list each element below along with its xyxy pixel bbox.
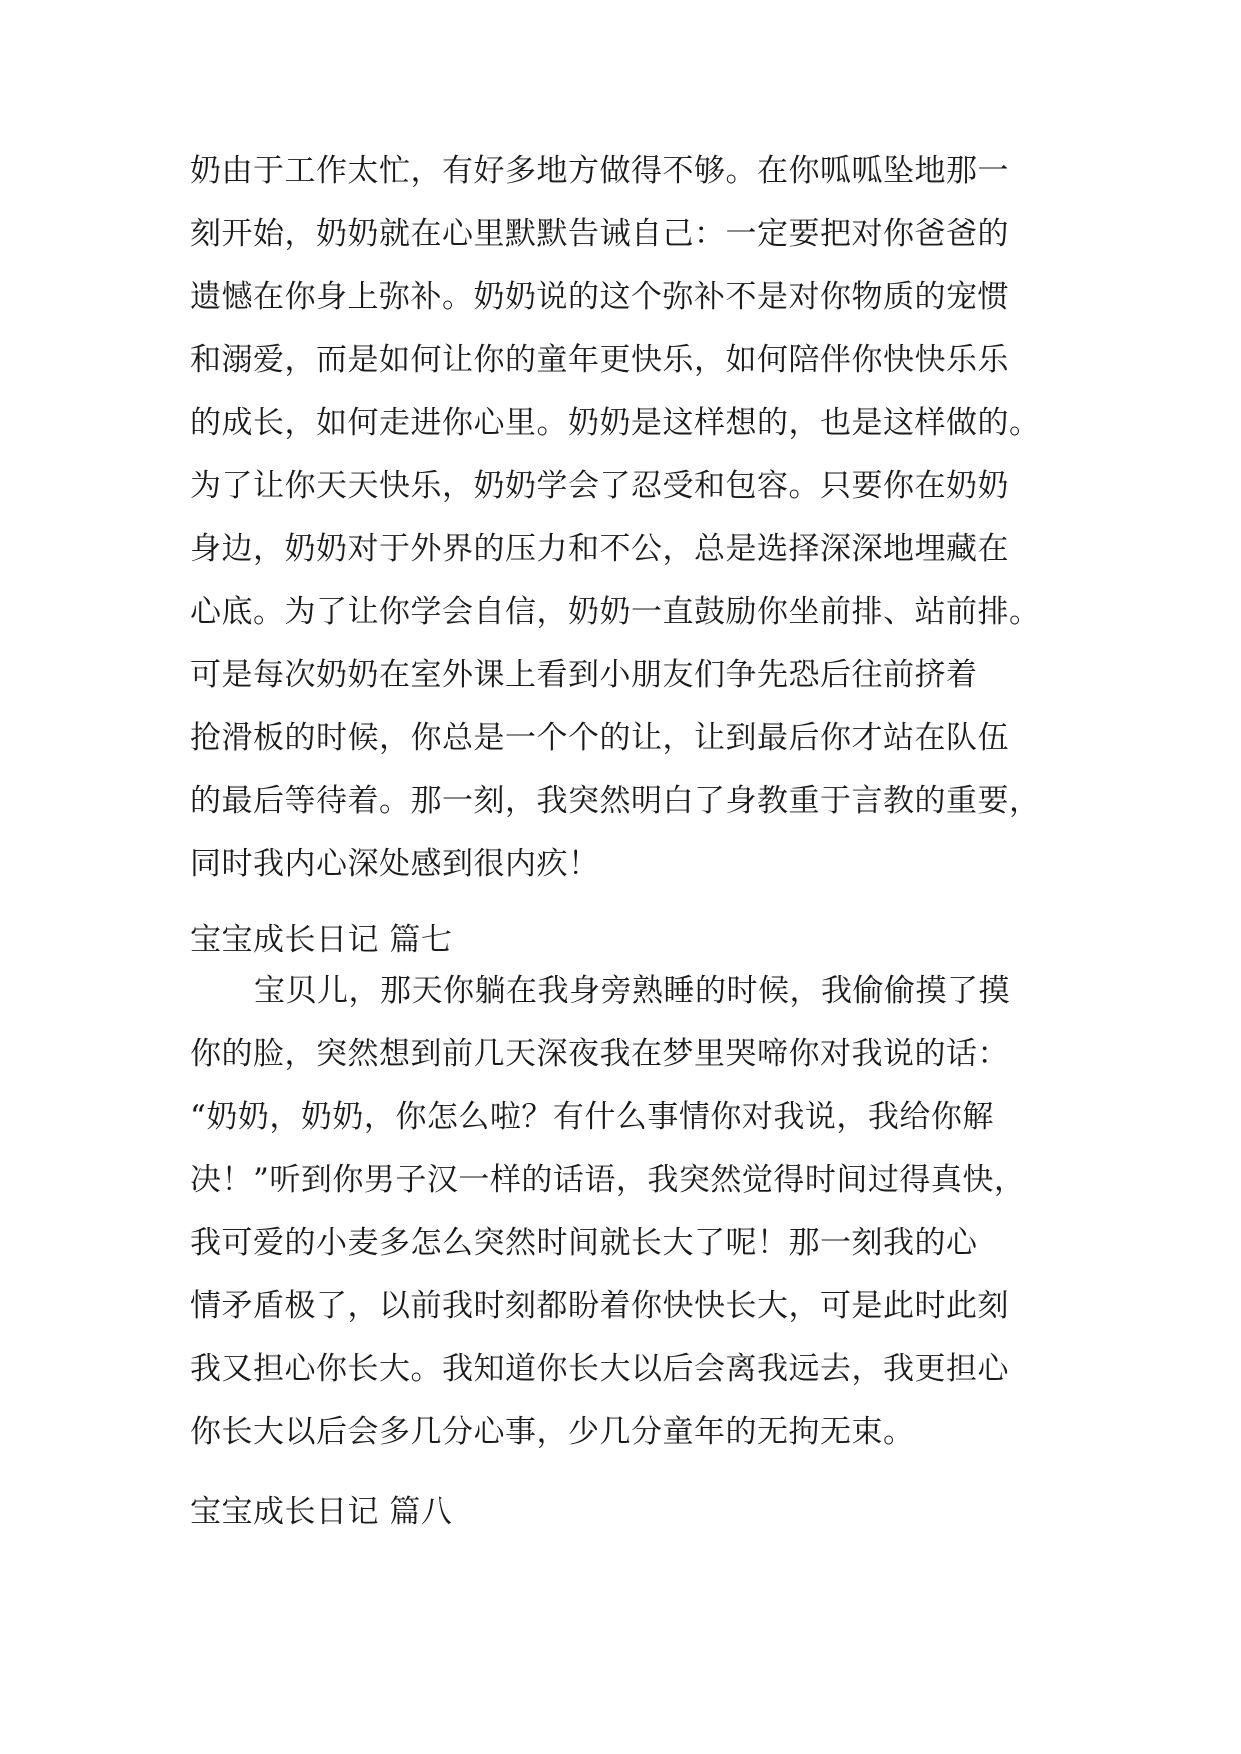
paragraph-line: 奶由于工作太忙，有好多地方做得不够。在你呱呱坠地那一: [190, 153, 1009, 189]
continued-paragraph: [190, 140, 1070, 896]
section-heading-7: 宝宝成长日记 篇七: [190, 922, 453, 958]
paragraph-line: 我可爱的小麦多怎么突然时间就长大了呢！那一刻我的心: [190, 1225, 978, 1261]
paragraph-line: 我又担心你长大。我知道你长大以后会离我远去，我更担心: [190, 1351, 1009, 1387]
paragraph-line: 同时我内心深处感到很内疚！: [190, 846, 600, 882]
paragraph-line: 的最后等待着。那一刻，我突然明白了身教重于言教的重要，: [190, 783, 1041, 819]
diary-paragraph-7: [190, 960, 1070, 1464]
paragraph-line: 你长大以后会多几分心事，少几分童年的无拘无束。: [190, 1414, 915, 1450]
paragraph-line: 决！”听到你男子汉一样的话语，我突然觉得时间过得真快，: [190, 1162, 1026, 1198]
paragraph-line: 的成长，如何走进你心里。奶奶是这样想的，也是这样做的。: [190, 405, 1041, 441]
paragraph-line: 遗憾在你身上弥补。奶奶说的这个弥补不是对你物质的宠惯: [190, 279, 1009, 315]
section-heading-8: 宝宝成长日记 篇八: [190, 1494, 453, 1530]
paragraph-line: 可是每次奶奶在室外课上看到小朋友们争先恐后往前挤着: [190, 657, 978, 693]
paragraph-line: “奶奶，奶奶，你怎么啦？有什么事情你对我说，我给你解: [190, 1099, 994, 1135]
paragraph-line: 刻开始，奶奶就在心里默默告诫自己：一定要把对你爸爸的: [190, 216, 1009, 252]
paragraph-line: 抢滑板的时候，你总是一个个的让，让到最后你才站在队伍: [190, 720, 1009, 756]
paragraph-line: 情矛盾极了，以前我时刻都盼着你快快长大，可是此时此刻: [190, 1288, 1009, 1324]
paragraph-line: 心底。为了让你学会自信，奶奶一直鼓励你坐前排、站前排。: [190, 594, 1041, 630]
paragraph-line: 你的脸，突然想到前几天深夜我在梦里哭啼你对我说的话：: [190, 1036, 1009, 1072]
paragraph-line: 为了让你天天快乐，奶奶学会了忍受和包容。只要你在奶奶: [190, 468, 1009, 504]
paragraph-line: 和溺爱，而是如何让你的童年更快乐，如何陪伴你快快乐乐: [190, 342, 1009, 378]
paragraph-line: 宝贝儿，那天你躺在我身旁熟睡的时候，我偷偷摸了摸: [254, 973, 1010, 1009]
paragraph-line: 身边，奶奶对于外界的压力和不公，总是选择深深地埋藏在: [190, 531, 1009, 567]
